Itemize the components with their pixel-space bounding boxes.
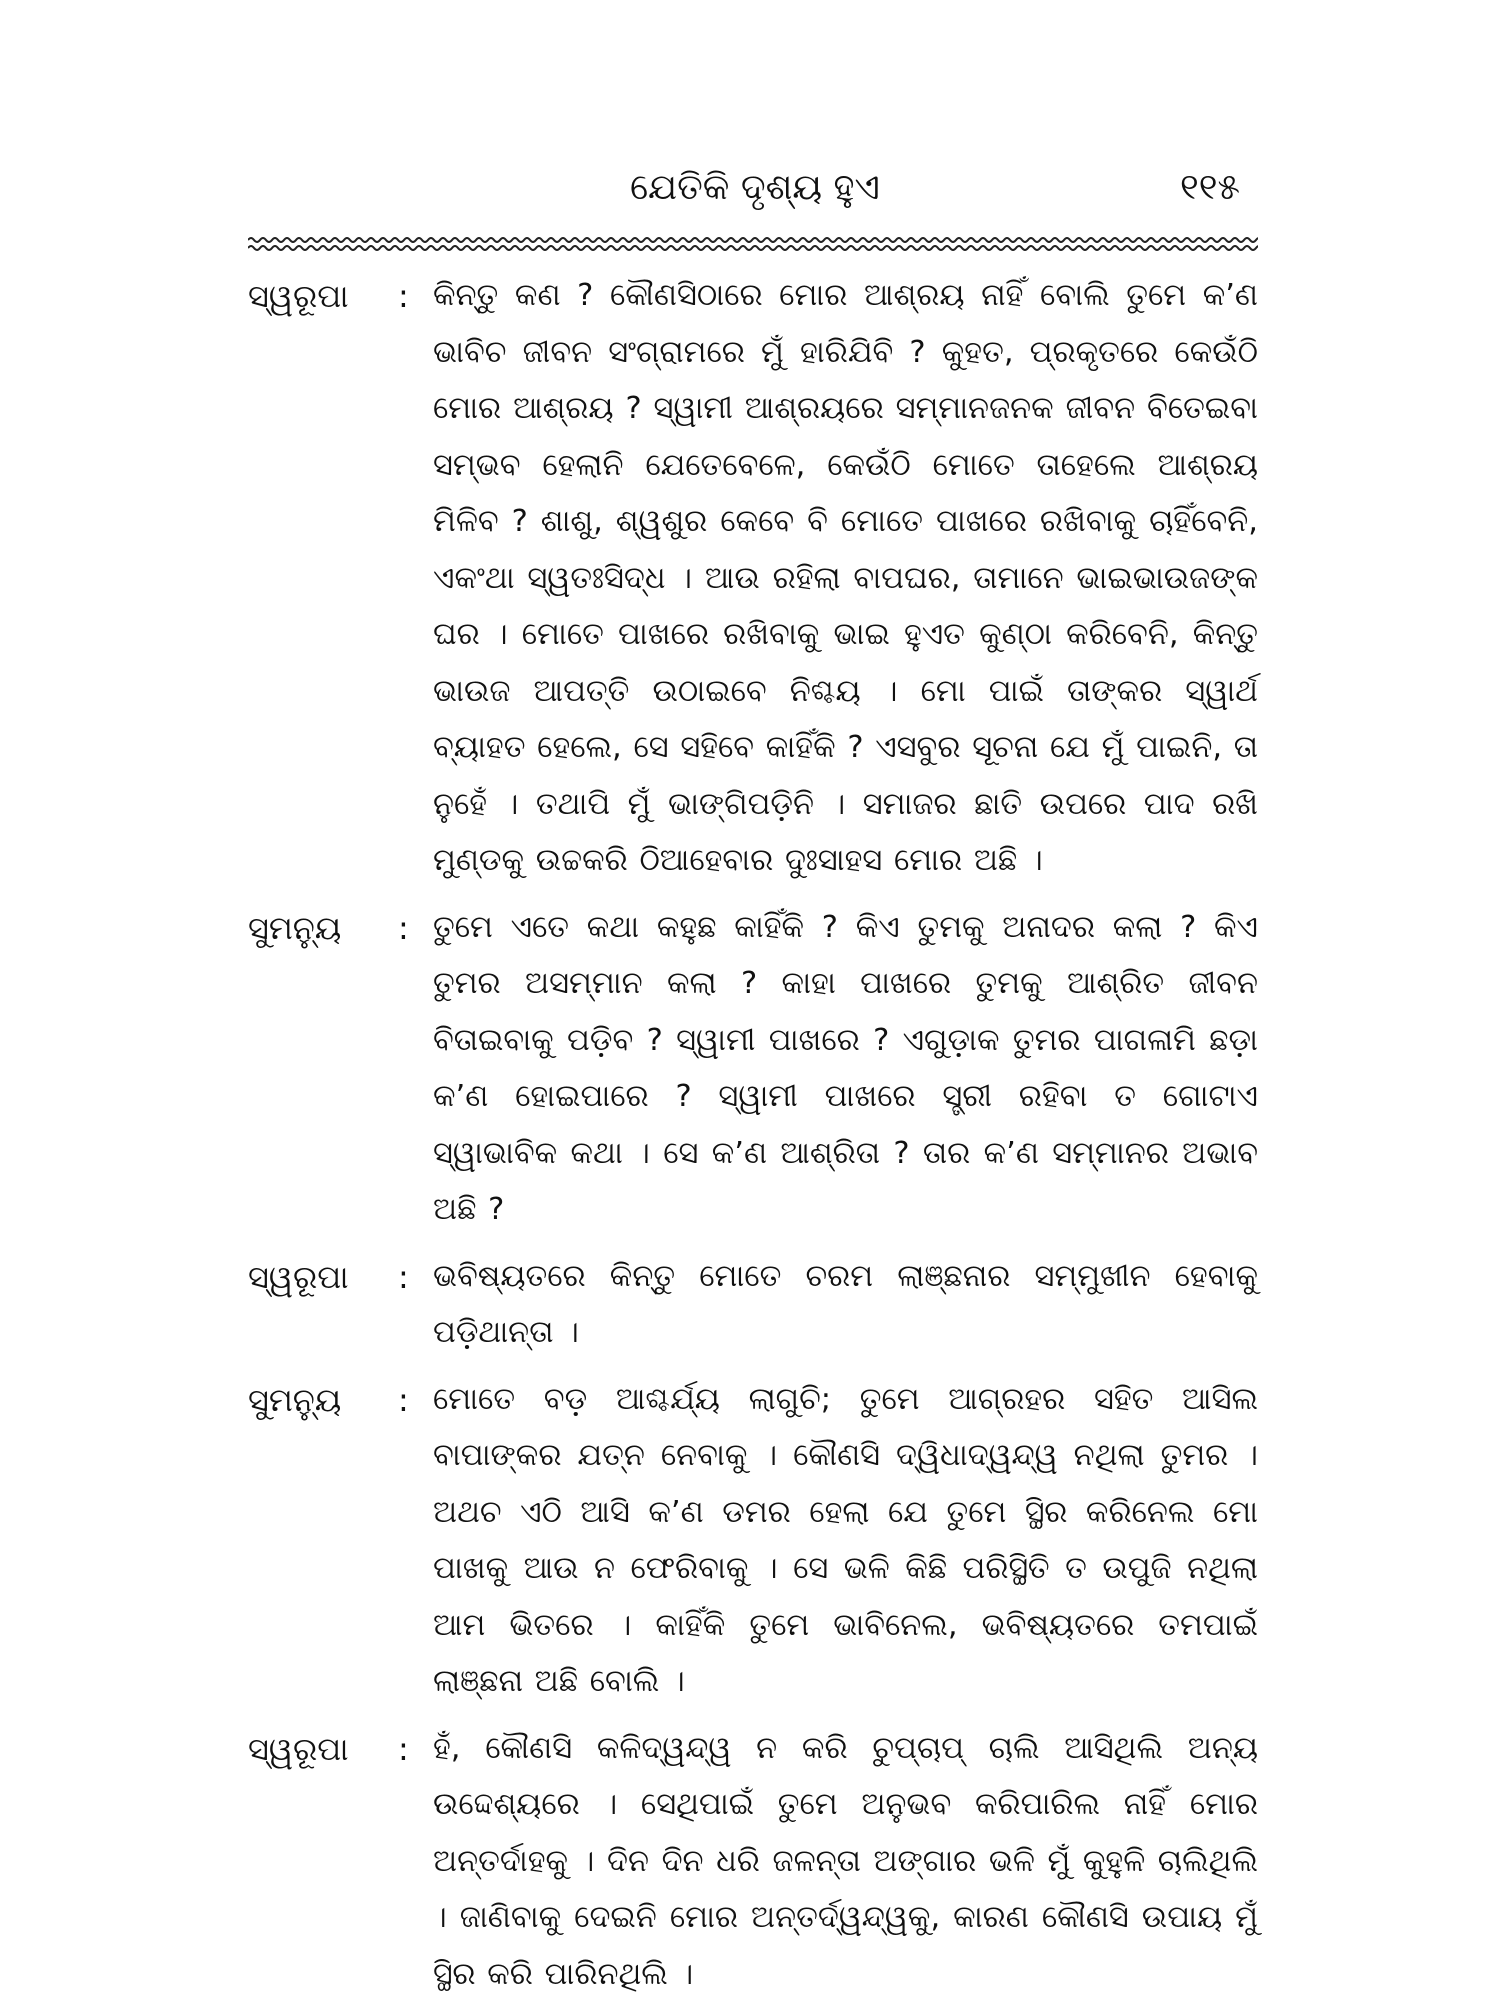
- speech-text: ଭବିଷ୍ୟତରେ କିନ୍ତୁ ମୋତେ ଚରମ ଲାଞ୍ଛନାର ସମ୍ମୁଖୀନ ହେବାକୁ ପଡ଼ିଥାନ୍ତା ।: [433, 1258, 1258, 1350]
- speech-text: ହଁ, କୌଣସି କଳିଦ୍ୱନ୍ଦ୍ୱ ନ କରି ଚୁପ୍‌ଚାପ୍ ଚାଲି ଆସିଥିଲି ଅନ୍ୟ ଉଦ୍ଦେଶ୍ୟରେ । ସେଥିପାଇଁ ତୁମେ ଅନୁଭବ କରିପାରିଲ ନାହିଁ ମୋର ଅନ୍ତର୍ଦାହକୁ । ଦିନ ଦିନ ଧରି ଜଳନ୍ତା ଅଙ୍ଗାର ଭଳି ମୁଁ କୁହୁଳି ଚାଲିଥିଲି । ଜାଣିବାକୁ ଦେଇନି ମୋର ଅନ୍ତର୍ଦ୍ୱନ୍ଦ୍ୱକୁ, କାରଣ କୌଣସି ଉପାୟ ମୁଁ ସ୍ଥିର କରି ପାରିନଥିଲି ।: [433, 1730, 1258, 1992]
- speech-text: ମୋତେ ବଡ଼ ଆଶ୍ଚର୍ଯ୍ୟ ଲାଗୁଚି; ତୁମେ ଆଗ୍ରହର ସହିତ ଆସିଲ ବାପାଙ୍କର ଯତ୍ନ ନେବାକୁ । କୌଣସି ଦ୍ୱିଧାଦ୍ୱନ୍ଦ୍ୱ ନଥିଲା ତୁମର । ଅଥଚ ଏଠି ଆସି କ’ଣ ଡମର ହେଲା ଯେ ତୁମେ ସ୍ଥିର କରିନେଲ ମୋ ପାଖକୁ ଆଉ ନ ଫେରିବାକୁ । ସେ ଭଳି କିଛି ପରିସ୍ଥିତି ତ ଉପୁଜି ନଥିଲା ଆମ ଭିତରେ । କାହିଁକି ତୁମେ ଭାବିନେଲ, ଭବିଷ୍ୟତରେ ତମପାଇଁ ଲାଞ୍ଛନା ଅଛି ବୋଲି ।: [433, 1381, 1258, 1699]
- speaker-colon: :: [398, 1380, 409, 1419]
- dialogue-entry: [248, 1249, 1278, 1362]
- page-header: [0, 158, 1500, 218]
- speaker-colon: :: [398, 277, 409, 315]
- speaker-name: ସ୍ୱରୂପା: [248, 1729, 349, 1768]
- speaker-name: ସ୍ୱରୂପା: [248, 277, 349, 315]
- dialogue-entry: [248, 268, 1278, 890]
- speaker-colon: :: [398, 1729, 409, 1768]
- speech-text: ତୁମେ ଏତେ କଥା କହୁଛ କାହିଁକି ? କିଏ ତୁମକୁ ଅନାଦର କଲା ? କିଏ ତୁମର ଅସମ୍ମାନ କଲା ? କାହା ପାଖରେ ତୁମକୁ ଆଶ୍ରିତ ଜୀବନ ବିତାଇବାକୁ ପଡ଼ିବ ? ସ୍ୱାମୀ ପାଖରେ ? ଏଗୁଡ଼ାକ ତୁମର ପାଗଳାମି ଛଡ଼ା କ’ଣ ହୋଇପାରେ ? ସ୍ୱାମୀ ପାଖରେ ସ୍ତ୍ରୀ ରହିବା ତ ଗୋଟାଏ ସ୍ୱାଭାବିକ କଥା । ସେ କ’ଣ ଆଶ୍ରିତା ? ତାର କ’ଣ ସମ୍ମାନର ଅଭାବ ଅଛି ?: [433, 909, 1258, 1227]
- speaker-colon: :: [398, 908, 409, 947]
- dialogue-entry: [248, 1372, 1278, 1711]
- speaker-name: ସୁମନ୍ୟୁ: [248, 1380, 342, 1419]
- dialogue-body: [248, 268, 1278, 2013]
- speaker-colon: :: [398, 1257, 409, 1296]
- page-number: ୧୧୫: [1180, 167, 1240, 208]
- speech-text: କିନ୍ତୁ କଣ ? କୌଣସିଠାରେ ମୋର ଆଶ୍ରୟ ନାହିଁ ବୋଲି ତୁମେ କ’ଣ ଭାବିଚ ଜୀବନ ସଂଗ୍ରାମରେ ମୁଁ ହାରିଯିବି ? କୁହତ, ପ୍ରକୃତରେ କେଉଁଠି ମୋର ଆଶ୍ରୟ ? ସ୍ୱାମୀ ଆଶ୍ରୟରେ ସମ୍ମାନଜନକ ଜୀବନ ବିତେଇବା ସମ୍ଭବ ହେଲାନି ଯେତେବେଳେ, କେଉଁଠି ମୋତେ ତାହେଲେ ଆଶ୍ରୟ ମିଳିବ ? ଶାଶୁ, ଶ୍ୱଶୁର କେବେ ବି ମୋତେ ପାଖରେ ରଖିବାକୁ ଚାହିଁବେନି, ଏକଂଥା ସ୍ୱତଃସିଦ୍ଧ । ଆଉ ରହିଲା ବାପଘର, ତାମାନେ ଭାଇଭାଉଜଙ୍କ ଘର । ମୋତେ ପାଖରେ ରଖିବାକୁ ଭାଇ ହୁଏତ କୁଣ୍ଠା କରିବେନି, କିନ୍ତୁ ଭାଉଜ ଆପତ୍ତି ଉଠାଇବେ ନିଶ୍ଚୟ । ମୋ ପାଇଁ ତାଙ୍କର ସ୍ୱାର୍ଥ ବ୍ୟାହତ ହେଲେ, ସେ ସହିବେ କାହିଁକି ? ଏସବୁର ସୂଚନା ଯେ ମୁଁ ପାଇନି, ତା ନୁହେଁ । ତଥାପି ମୁଁ ଭାଙ୍ଗିପଡ଼ିନି । ସମାଜର ଛାତି ଉପରେ ପାଦ ରଖି ମୁଣ୍ଡକୁ ଉଚ୍ଚକରି ଠିଆହେବାର ଦୁଃସାହସ ମୋର ଅଛି ।: [433, 278, 1258, 878]
- running-title: ଯେତିକି ଦୃଶ୍ୟ ହୁଏ: [630, 167, 880, 208]
- speaker-name: ସୁମନ୍ୟୁ: [248, 908, 342, 947]
- wavy-divider: [248, 232, 1258, 256]
- dialogue-entry: [248, 900, 1278, 1239]
- dialogue-entry: [248, 1721, 1278, 2004]
- speaker-name: ସ୍ୱରୂପା: [248, 1257, 349, 1296]
